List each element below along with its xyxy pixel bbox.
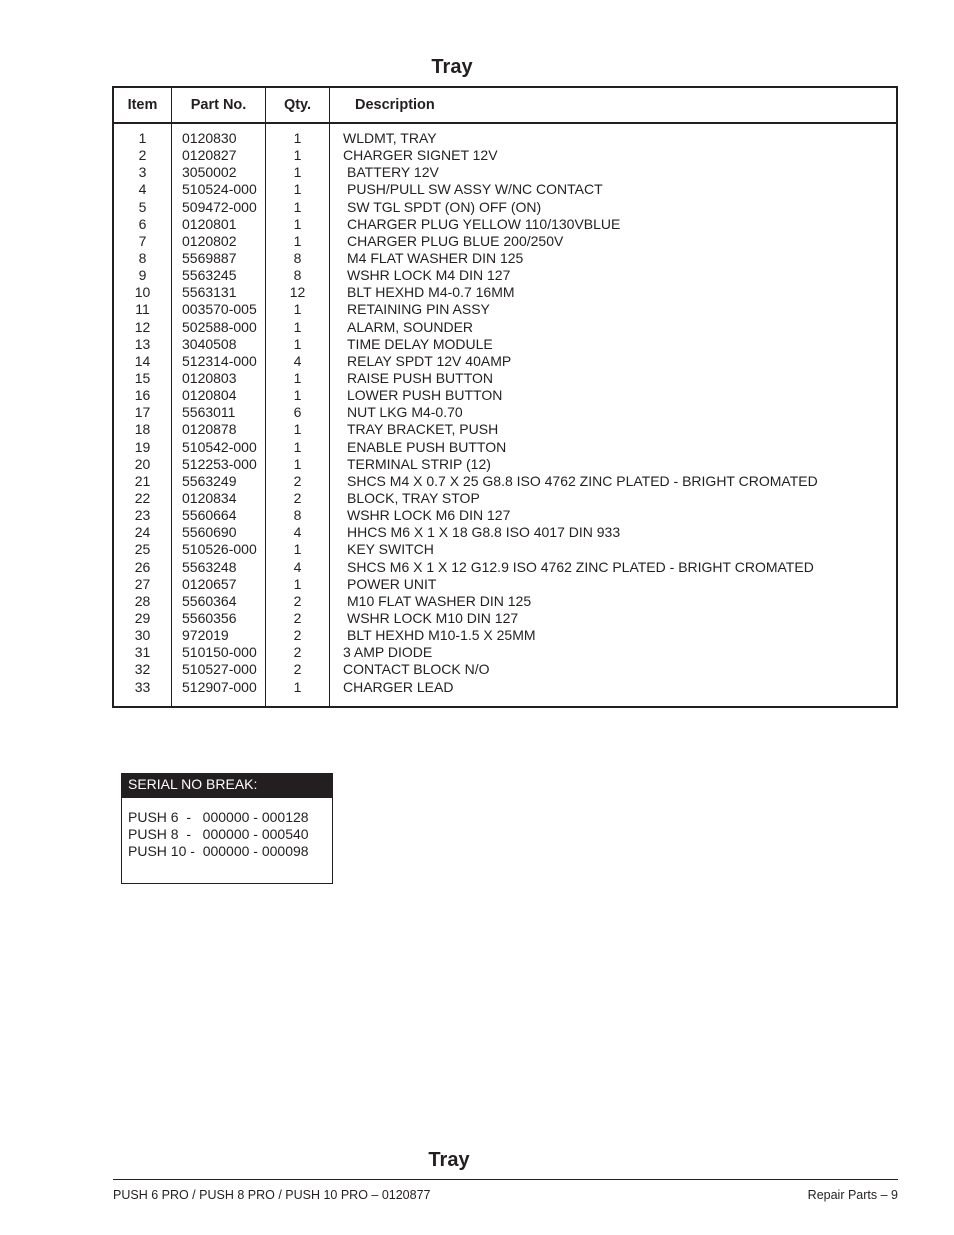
qty-cell: 1 (293, 130, 302, 146)
qty-cell: 2 (293, 644, 302, 661)
part-no-cell: 512314-000 (182, 352, 257, 369)
item-cell: 8 (138, 249, 147, 266)
description-cell: M10 FLAT WASHER DIN 125 (347, 592, 532, 609)
item-column (113, 123, 172, 707)
description-cell: BLT HEXHD M4-0.7 16MM (347, 284, 515, 301)
part-no-cell: 5560690 (182, 524, 237, 541)
part-no-cell: 5560364 (182, 592, 237, 609)
item-cell: 16 (134, 387, 151, 404)
item-cell: 26 (134, 558, 151, 575)
serial-no-break-box (121, 773, 333, 884)
description-cell: CHARGER PLUG BLUE 200/250V (347, 232, 564, 249)
bottom-title: Tray (428, 1149, 470, 1171)
item-cell: 15 (134, 369, 151, 386)
description-cell: CHARGER PLUG YELLOW 110/130VBLUE (347, 215, 621, 232)
qty-cell: 1 (293, 421, 302, 438)
item-cell: 6 (138, 215, 147, 232)
qty-cell: 1 (293, 541, 302, 558)
part-no-cell: 5563249 (182, 472, 237, 489)
qty-cell: 1 (293, 215, 302, 232)
qty-cell: 1 (293, 232, 302, 249)
item-cell: 11 (135, 301, 150, 318)
qty-cell: 4 (293, 524, 302, 541)
table-body-row (113, 123, 897, 707)
item-cell: 21 (134, 472, 151, 489)
description-cell: SHCS M6 X 1 X 12 G12.9 ISO 4762 ZINC PLATED - BRIGHT CROMATED (347, 558, 814, 575)
qty-cell: 1 (293, 147, 302, 164)
qty-cell: 2 (293, 592, 302, 609)
part-no-cell: 0120657 (182, 575, 237, 592)
description-cell: SW TGL SPDT (ON) OFF (ON) (347, 198, 542, 215)
table-header-row (113, 87, 897, 123)
parts-table (112, 86, 898, 708)
part-no-cell: 0120878 (182, 421, 237, 438)
part-no-cell: 0120802 (182, 232, 237, 249)
item-cell: 17 (134, 404, 151, 421)
part-no-cell: 5563248 (182, 558, 237, 575)
part-no-cell: 512907-000 (182, 678, 257, 695)
item-cell: 18 (134, 421, 151, 438)
qty-cell: 12 (289, 284, 306, 301)
item-cell: 29 (134, 609, 151, 626)
description-cell: ALARM, SOUNDER (347, 318, 474, 335)
header-description: Description (330, 87, 898, 123)
header-qty: Qty. (266, 87, 330, 123)
part-no-cell: 502588-000 (182, 318, 257, 335)
serial-box-heading: SERIAL NO BREAK: (122, 774, 332, 798)
description-cell: HHCS M6 X 1 X 18 G8.8 ISO 4017 DIN 933 (347, 524, 621, 541)
qty-cell: 1 (293, 575, 302, 592)
description-cell: WSHR LOCK M10 DIN 127 (347, 609, 519, 626)
item-cell: 24 (134, 524, 151, 541)
part-no-cell: 509472-000 (182, 198, 257, 215)
item-cell: 14 (134, 352, 151, 369)
description-column (330, 123, 898, 707)
part-no-cell: 5563245 (182, 267, 237, 284)
item-cell: 32 (134, 661, 151, 678)
header-part-no: Part No. (172, 87, 266, 123)
qty-cell: 1 (293, 164, 302, 181)
item-cell: 2 (138, 147, 147, 164)
footer-model-text: PUSH 6 PRO / PUSH 8 PRO / PUSH 10 PRO – 0120877 (113, 1188, 431, 1202)
qty-cell: 8 (293, 249, 302, 266)
item-cell: 23 (134, 507, 151, 524)
serial-box-body (122, 798, 332, 861)
part-no-cell: 510150-000 (182, 644, 257, 661)
part-no-cell: 0120803 (182, 369, 237, 386)
item-cell: 10 (134, 284, 151, 301)
description-cell: CHARGER SIGNET 12V (343, 147, 498, 164)
part-no-cell: 5560356 (182, 609, 237, 626)
item-cell: 13 (134, 335, 151, 352)
part-no-cell: 3050002 (182, 164, 237, 181)
item-cell: 27 (134, 575, 151, 592)
part-no-cell: 5563011 (182, 404, 236, 421)
description-cell: WSHR LOCK M6 DIN 127 (347, 507, 511, 524)
description-cell: WSHR LOCK M4 DIN 127 (347, 267, 511, 284)
description-cell: BLT HEXHD M10-1.5 X 25MM (347, 627, 536, 644)
qty-column (266, 123, 330, 707)
part-no-cell: 0120804 (182, 387, 237, 404)
qty-cell: 1 (293, 369, 302, 386)
qty-cell: 6 (293, 404, 302, 421)
part-no-cell: 0120834 (182, 489, 237, 506)
item-cell: 25 (134, 541, 151, 558)
description-cell: RELAY SPDT 12V 40AMP (347, 352, 512, 369)
item-cell: 30 (134, 627, 151, 644)
qty-cell: 1 (293, 455, 302, 472)
description-cell: KEY SWITCH (347, 541, 434, 558)
qty-cell: 2 (293, 472, 302, 489)
qty-cell: 8 (293, 267, 302, 284)
qty-cell: 4 (293, 352, 302, 369)
description-cell: RETAINING PIN ASSY (347, 301, 490, 318)
qty-cell: 2 (293, 489, 302, 506)
part-no-cell: 510527-000 (182, 661, 257, 678)
part-no-cell: 0120830 (182, 130, 237, 146)
part-no-cell: 510526-000 (182, 541, 257, 558)
description-cell: 3 AMP DIODE (343, 644, 433, 661)
footer-page-number: Repair Parts – 9 (807, 1188, 898, 1202)
item-cell: 1 (138, 130, 147, 146)
qty-cell: 1 (293, 198, 302, 215)
part-no-cell: 5560664 (182, 507, 237, 524)
qty-cell: 2 (293, 609, 302, 626)
part-no-cell: 512253-000 (182, 455, 257, 472)
description-cell: CONTACT BLOCK N/O (343, 661, 490, 678)
qty-cell: 1 (293, 678, 302, 695)
description-cell: TERMINAL STRIP (12) (347, 455, 491, 472)
qty-cell: 1 (293, 438, 302, 455)
part-no-cell: 972019 (182, 627, 229, 644)
header-item: Item (113, 87, 172, 123)
description-cell: BLOCK, TRAY STOP (347, 489, 480, 506)
part-no-cell: 0120827 (182, 147, 237, 164)
qty-cell: 8 (293, 507, 302, 524)
serial-range-row: PUSH 10 - 000000 - 000098 (128, 843, 309, 860)
item-cell: 22 (134, 489, 151, 506)
page-title: Tray (431, 56, 473, 78)
description-cell: RAISE PUSH BUTTON (347, 369, 493, 386)
item-cell: 20 (134, 455, 151, 472)
serial-range-row: PUSH 8 - 000000 - 000540 (128, 826, 309, 843)
description-cell: TRAY BRACKET, PUSH (347, 421, 499, 438)
part-no-cell: 5563131 (182, 284, 237, 301)
part-no-cell: 3040508 (182, 335, 237, 352)
item-cell: 5 (138, 198, 147, 215)
description-cell: TIME DELAY MODULE (347, 335, 493, 352)
part-no-cell: 510524-000 (182, 181, 257, 198)
description-cell: POWER UNIT (347, 575, 437, 592)
qty-cell: 1 (293, 335, 302, 352)
item-cell: 4 (138, 181, 147, 198)
item-cell: 3 (138, 164, 147, 181)
qty-cell: 1 (293, 181, 302, 198)
item-cell: 33 (134, 678, 151, 695)
item-cell: 7 (138, 232, 147, 249)
part-no-cell: 0120801 (182, 215, 237, 232)
footer-divider (113, 1179, 898, 1180)
qty-cell: 1 (293, 318, 302, 335)
item-cell: 28 (134, 592, 151, 609)
qty-cell: 4 (293, 558, 302, 575)
part-no-column (172, 123, 266, 707)
description-cell: NUT LKG M4-0.70 (347, 404, 463, 421)
item-cell: 19 (134, 438, 151, 455)
item-cell: 31 (134, 644, 151, 661)
description-cell: LOWER PUSH BUTTON (347, 387, 503, 404)
qty-cell: 2 (293, 661, 302, 678)
description-cell: PUSH/PULL SW ASSY W/NC CONTACT (347, 181, 603, 198)
part-no-cell: 003570-005 (182, 301, 257, 318)
description-cell: SHCS M4 X 0.7 X 25 G8.8 ISO 4762 ZINC PLATED - BRIGHT CROMATED (347, 472, 818, 489)
part-no-cell: 5569887 (182, 249, 237, 266)
qty-cell: 2 (293, 627, 302, 644)
item-cell: 12 (134, 318, 151, 335)
qty-cell: 1 (293, 301, 302, 318)
serial-range-row: PUSH 6 - 000000 - 000128 (128, 809, 309, 825)
description-cell: WLDMT, TRAY (343, 130, 437, 146)
description-cell: BATTERY 12V (347, 164, 439, 181)
description-cell: M4 FLAT WASHER DIN 125 (347, 249, 524, 266)
item-cell: 9 (138, 267, 147, 284)
part-no-cell: 510542-000 (182, 438, 257, 455)
qty-cell: 1 (293, 387, 302, 404)
description-cell: CHARGER LEAD (343, 678, 454, 695)
description-cell: ENABLE PUSH BUTTON (347, 438, 507, 455)
